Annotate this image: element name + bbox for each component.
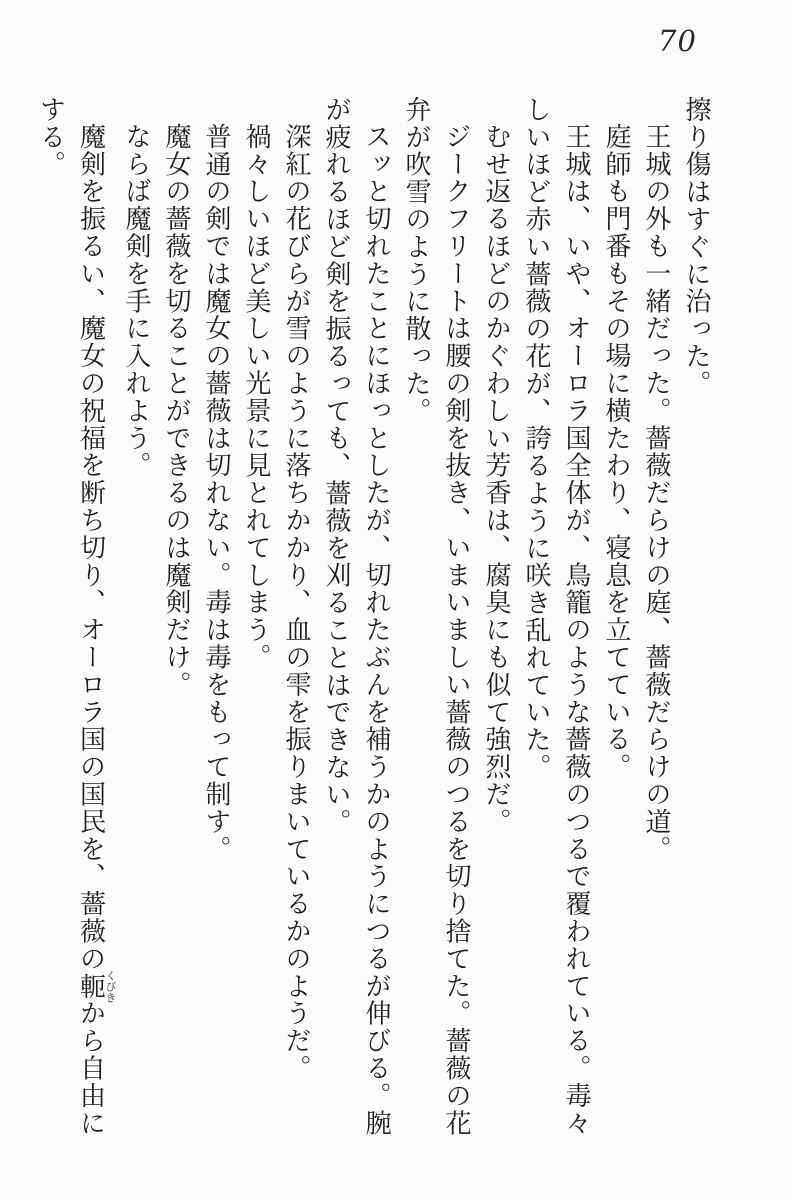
paragraph: スッと切れたことにほっとしたが、切れたぶんを補うかのようにつるが伸びる。腕が疲れるほど剣を振るっても、薔薇を刈ることはできない。 bbox=[322, 96, 391, 1138]
paragraph-text: 魔剣を振るい、魔女の祝福を断ち切り、オーロラ国の国民を、薔薇の bbox=[76, 123, 106, 973]
paragraph: 深紅の花びらが雪のように落ちかかり、血の雫を振りまいているかのようだ。 bbox=[282, 123, 311, 1083]
paragraph: むせ返るほどのかぐわしい芳香は、腐臭にも似て強烈だ。 bbox=[482, 123, 511, 836]
paragraph: 王城は、いや、オーロラ国全体が、鳥籠のような薔薇のつるで覆われている。毒々しいほど赤い薔薇の花が、誇るように咲き乱れていた。 bbox=[522, 96, 591, 1138]
paragraph-text: から自由にする。 bbox=[36, 96, 106, 1138]
ruby-base: 軛 bbox=[76, 970, 106, 1003]
ruby-text: くびき bbox=[104, 970, 116, 1003]
paragraph: 普通の剣では魔女の薔薇は切れない。毒は毒をもって制す。 bbox=[202, 123, 231, 864]
paragraph: 魔女の薔薇を切ることができるのは魔剣だけ。 bbox=[162, 123, 191, 699]
paragraph: 王城の外も一緒だった。薔薇だらけの庭、薔薇だらけの道。 bbox=[642, 123, 671, 864]
paragraph: ならば魔剣を手に入れよう。 bbox=[122, 123, 151, 480]
paragraph: 擦り傷はすぐに治った。 bbox=[682, 96, 711, 398]
paragraph: 庭師も門番もその場に横たわり、寝息を立てている。 bbox=[602, 123, 631, 781]
paragraph: ジークフリートは腰の剣を抜き、いまいましい薔薇のつるを切り捨てた。薔薇の花弁が吹雪のように散った。 bbox=[402, 96, 471, 1138]
paragraph bbox=[31, 96, 117, 1142]
text-block bbox=[34, 96, 716, 1142]
ruby-word bbox=[76, 970, 116, 1003]
page-number: 70 bbox=[658, 24, 697, 58]
paragraph: 禍々しいほど美しい光景に見とれてしまう。 bbox=[242, 123, 271, 672]
